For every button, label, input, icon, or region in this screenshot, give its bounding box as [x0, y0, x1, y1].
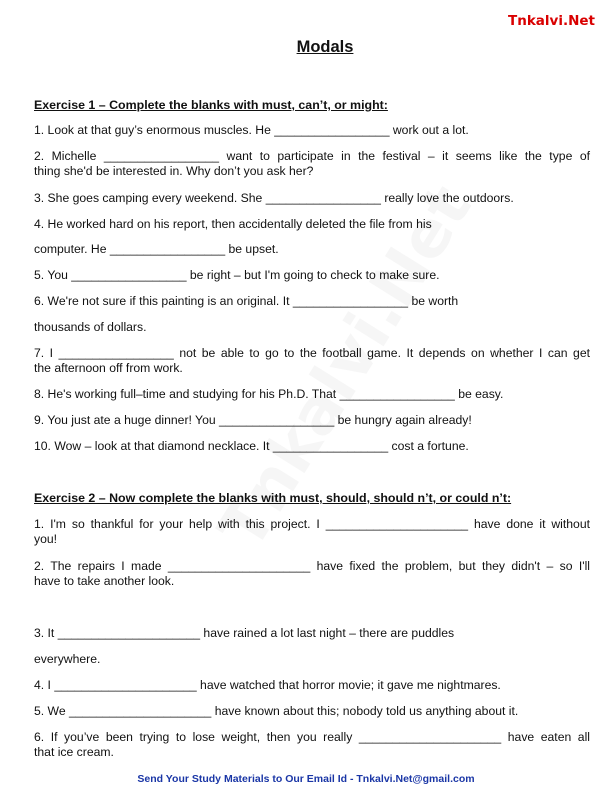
ex1-item-8: 8. He's working full–time and studying for his Ph.D. That _________________ be easy.	[34, 387, 504, 401]
ex1-item-2: 2. Michelle _________________ want to participate in the festival – it seems like the type of	[34, 149, 590, 163]
footer-email-note: Send Your Study Materials to Our Email Id - Tnkalvi.Net@gmail.com	[137, 773, 475, 785]
ex2-item-2: 2. The repairs I made _____________________ have fixed the problem, but they didn't – so I'll	[34, 559, 590, 573]
ex2-item-3: 3. It _____________________ have rained a lot last night – there are puddles	[34, 626, 455, 640]
ex1-item-3: 3. She goes camping every weekend. She _________________ really love the outdoors.	[34, 191, 514, 205]
ex1-item-10: 10. Wow – look at that diamond necklace. It _________________ cost a fortune.	[34, 439, 469, 453]
ex1-item-1: 1. Look at that guy’s enormous muscles. He _________________ work out a lot.	[34, 123, 469, 137]
exercise-2-heading: Exercise 2 – Now complete the blanks with must, should, should n’t, or could n’t:	[34, 491, 512, 505]
ex1-item-6: 6. We're not sure if this painting is an original. It _________________ be worth	[34, 294, 459, 308]
ex2-item-4: 4. I _____________________ have watched that horror movie; it gave me nightmares.	[34, 678, 501, 692]
brand-logo: Tnkalvi.Net	[508, 13, 595, 29]
ex2-item-1: 1. I'm so thankful for your help with this project. I _____________________ have done it without	[34, 517, 590, 531]
ex2-item-6-cont: that ice cream.	[34, 745, 114, 759]
ex1-item-9: 9. You just ate a huge dinner! You _________________ be hungry again already!	[34, 413, 472, 427]
ex1-item-4-cont: computer. He _________________ be upset.	[34, 242, 279, 256]
ex2-item-2-cont: have to take another look.	[34, 574, 175, 588]
ex1-item-7: 7. I _________________ not be able to go to the football game. It depends on whether I can get	[34, 346, 590, 360]
ex2-item-5: 5. We _____________________ have known about this; nobody told us anything about it.	[34, 704, 519, 718]
exercise-1-heading: Exercise 1 – Complete the blanks with must, can’t, or might:	[34, 98, 388, 112]
ex1-item-7-cont: the afternoon off from work.	[34, 361, 183, 375]
ex1-item-6-cont: thousands of dollars.	[34, 320, 147, 334]
ex1-item-5: 5. You _________________ be right – but I'm going to check to make sure.	[34, 268, 440, 282]
ex2-item-6: 6. If you’ve been trying to lose weight, then you really _____________________ have eaten all	[34, 730, 590, 744]
ex1-item-2-cont: thing she'd be interested in. Why don’t you ask her?	[34, 164, 314, 178]
ex2-item-3-cont: everywhere.	[34, 652, 101, 666]
ex1-item-4: 4. He worked hard on his report, then accidentally deleted the file from his	[34, 217, 432, 231]
page-title: Modals	[296, 38, 354, 56]
ex2-item-1-cont: you!	[34, 532, 58, 546]
